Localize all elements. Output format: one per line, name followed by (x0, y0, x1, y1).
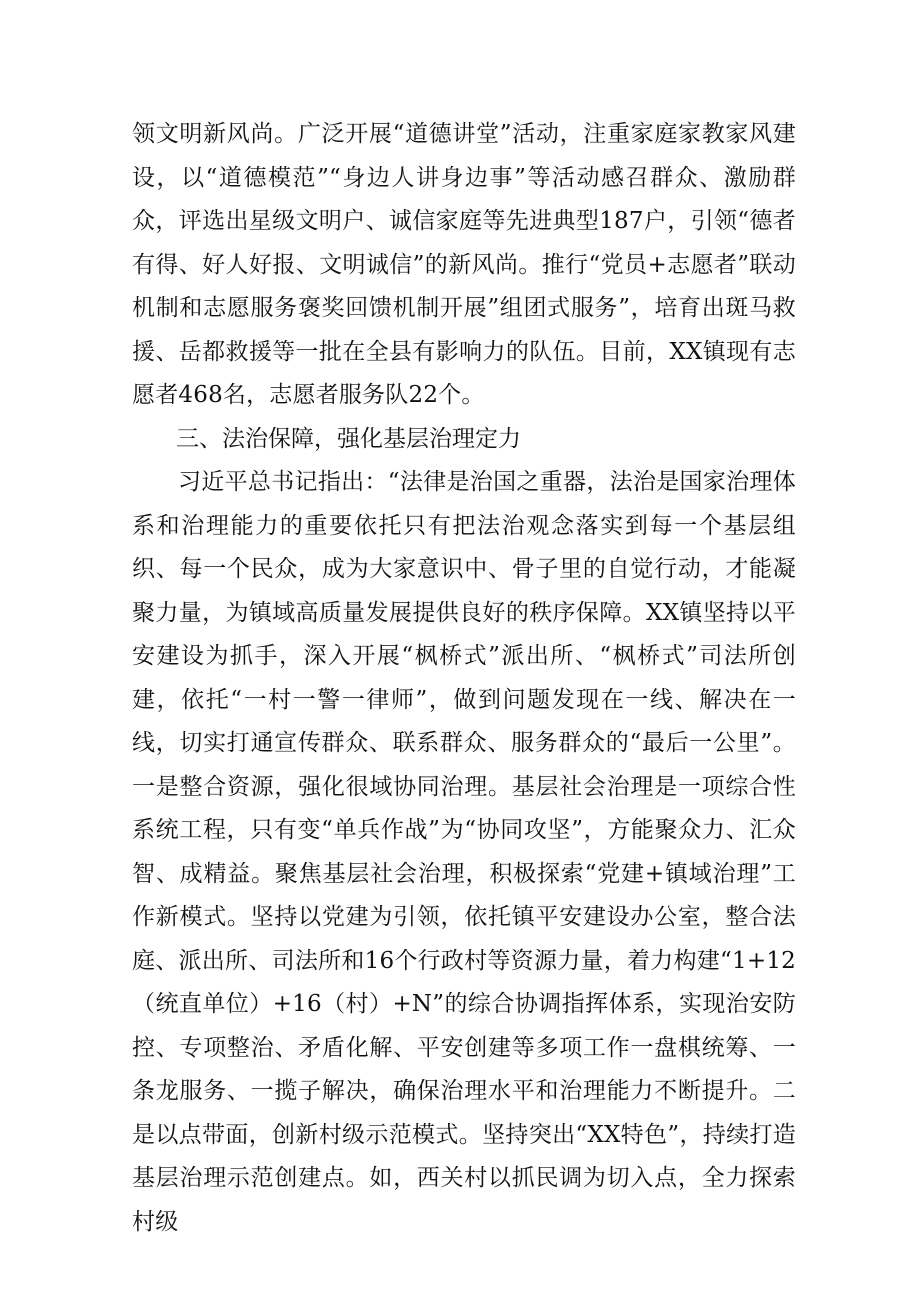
body-paragraph-2: 习近平总书记指出：“法律是治国之重器，法治是国家治理体系和治理能力的重要依托只有把法治观念落实到每一个基层组织、每一个民众，成为大家意识中、骨子里的自觉行动，才能凝聚力量，为镇域高质量发展提供良好的秩序保障。XX镇坚持以平安建设为抓手，深入开展“枫桥式”派出所、“枫桥式”司法所创建，依托“一村一警一律师”，做到问题发现在一线、解决在一线，切实打通宣传群众、联系群众、服务群众的“最后一公里”。一是整合资源，强化很域协同治理。基层社会治理是一项综合性系统工程，只有变“单兵作战”为“协同攻坚”，方能聚众力、汇众智、成精益。聚焦基层社会治理，积极探索“党建+镇域治理”工作新模式。坚持以党建为引领，依托镇平安建设办公室，整合法庭、派出所、司法所和16个行政村等资源力量，着力构建“1+12（统直单位）+16（村）+N”的综合协调指挥体系，实现治安防控、专项整治、矛盾化解、平安创建等多项工作一盘棋统筹、一条龙服务、一揽子解决，确保治理水平和治理能力不断提升。二是以点带面，创新村级示范模式。坚持突出“XX特色”，持续打造基层治理示范创建点。如，西关村以抓民调为切入点，全力探索村级 (132, 469, 796, 1235)
body-paragraph-1: 领文明新风尚。广泛开展“道德讲堂”活动，注重家庭家教家风建设，以“道德模范”“身边人讲身边事”等活动感召群众、激励群众，评选出星级文明户、诚信家庭等先进典型187户，引领“德者有得、好人好报、文明诚信”的新风尚。推行“党员+志愿者”联动机制和志愿服务褒奖回馈机制开展”组团式服务”，培育出斑马救援、岳都救援等一批在全县有影响力的队伍。目前，XX镇现有志愿者468名，志愿者服务队22个。 (132, 121, 796, 408)
section-heading: 三、法治保障，强化基层治理定力 (176, 426, 521, 452)
